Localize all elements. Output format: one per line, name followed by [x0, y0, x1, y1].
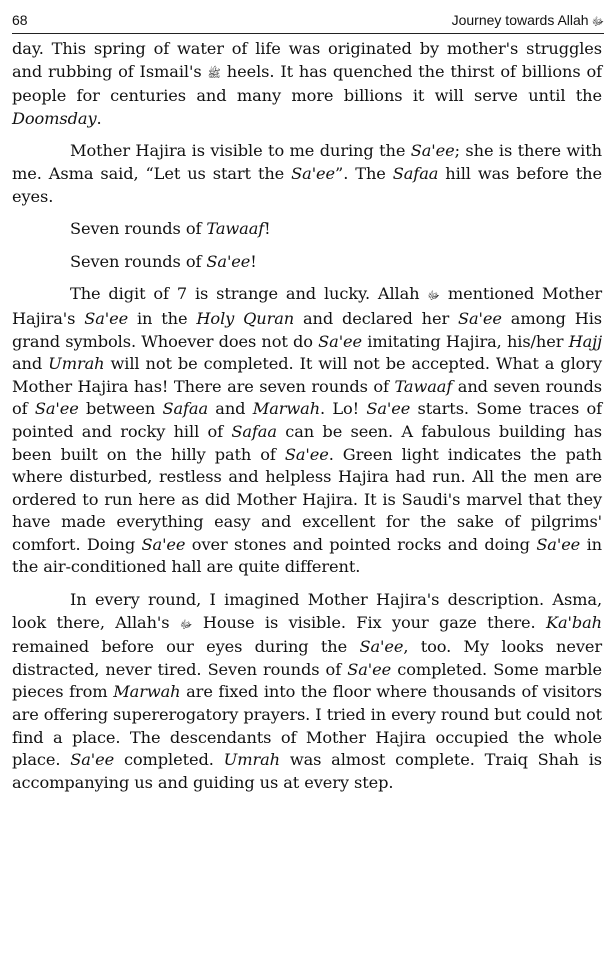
paragraph-3: The digit of 7 is strange and lucky. Allah ﷻ mentioned Mother Hajira's Sa'ee in the Holy Quran and declared her Sa'ee among His grand symbols. Whoever does not do Sa'ee imitating Hajira, his/her Hajj and Umrah will not be completed. It will not be accepted. What a glory Mother Hajira has! There are seven rounds of Tawaaf and seven rounds of Sa'ee between Safaa and Marwah. Lo! Sa'ee starts. Some traces of pointed and rocky hill of Safaa can be seen. A fabulous building has been built on the hilly path of Sa'ee. Green light indicates the path where disturbed, restless and helpless Hajira had run. All the men are ordered to run here as did Mother Hajira. It is Saudi's marvel that they have made everything easy and excellent for the sake of pilgrims' comfort. Doing Sa'ee over stones and pointed rocks and doing Sa'ee in the air-conditioned hall are quite different. [12, 284, 603, 577]
page-body [12, 38, 602, 804]
running-title-text: Journey towards Allah [451, 12, 589, 28]
verse-line-1: Seven rounds of Tawaaf! [70, 219, 271, 239]
page-number: 68 [12, 12, 28, 28]
paragraph-4: In every round, I imagined Mother Hajira's description. Asma, look there, Allah's ﷻ House is visible. Fix your gaze there. Ka'bah remained before our eyes during the Sa'ee, too. My looks never distracted, never tired. Seven rounds of Sa'ee completed. Some marble pieces from Marwah are fixed into the floor where thousands of visitors are offering supererogatory prayers. I tried in every round but could not find a place. The descendants of Mother Hajira occupied the whole place. Sa'ee completed. Umrah was almost complete. Traiq Shah is accompanying us and guiding us at every step. [12, 590, 603, 792]
paragraph-1: day. This spring of water of life was originated by mother's struggles and rubbing of Ismail's ﷺ heels. It has quenched the thirst of billions of people for centuries and many more billions it will serve until the Doomsday. [12, 39, 602, 128]
page-header [12, 10, 604, 34]
running-title [452, 12, 604, 31]
paragraph-2: Mother Hajira is visible to me during the Sa'ee; she is there with me. Asma said, “Let us start the Sa'ee”. The Safaa hill was before the eyes. [12, 141, 602, 206]
honorific-glyph-icon: ﷻ [591, 16, 604, 28]
verse-line-2: Seven rounds of Sa'ee! [70, 251, 257, 271]
